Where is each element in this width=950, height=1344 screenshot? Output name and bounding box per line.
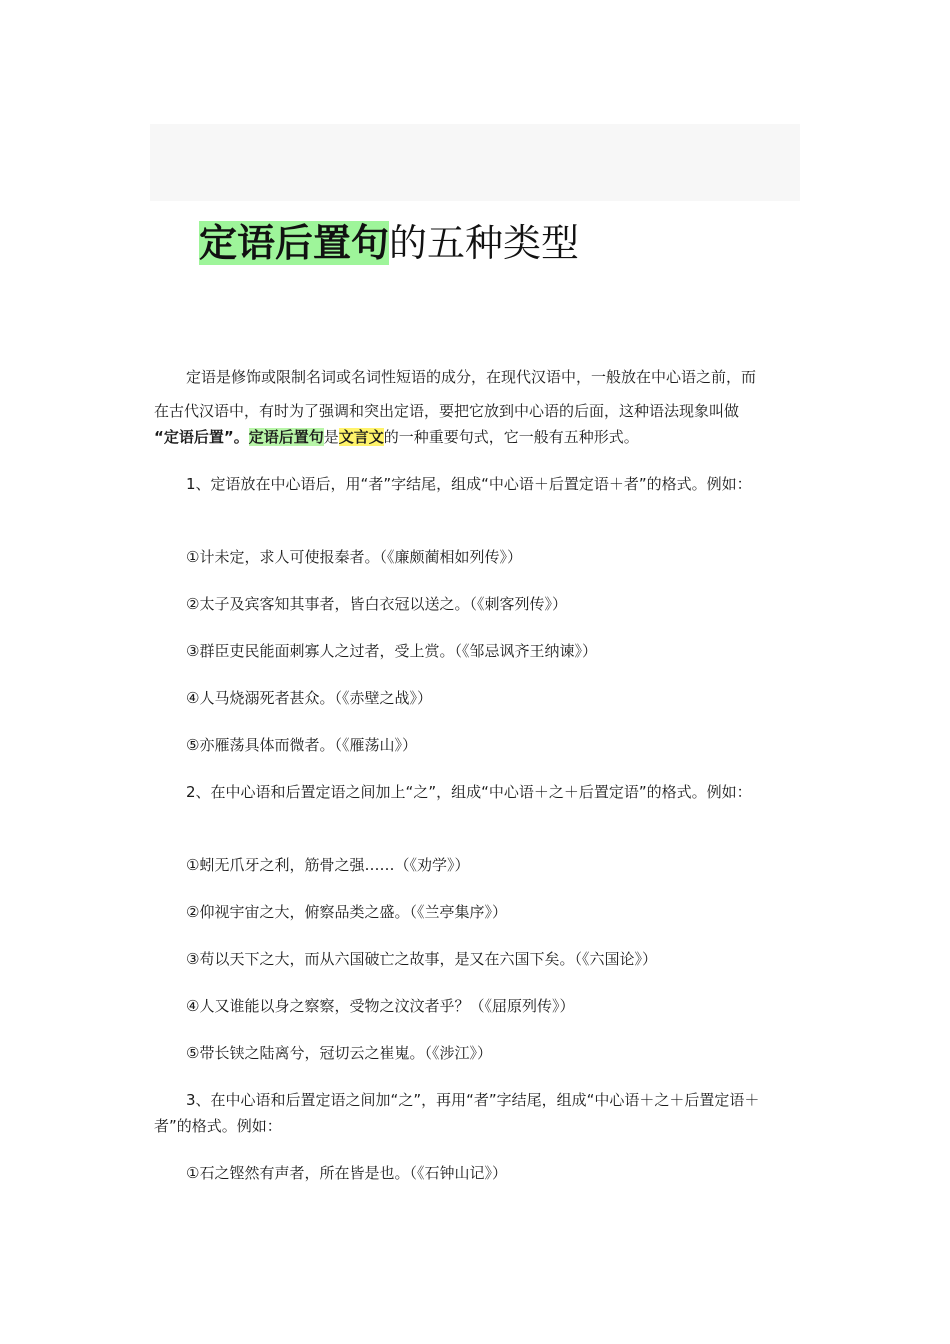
example-2-5: ⑤带长铗之陆离兮，冠切云之崔嵬。（《涉江》）: [186, 1044, 492, 1062]
page-title: [199, 214, 579, 272]
section-heading-3: 3、在中心语和后置定语之间加“之”，再用“者”字结尾，组成“中心语＋之＋后置定语＋者”的格式。例如：: [154, 1091, 760, 1135]
example-2-2: ②仰视宇宙之大，俯察品类之盛。（《兰亭集序》）: [186, 903, 507, 921]
intro-mid: 是: [323, 428, 339, 446]
header-band: [150, 124, 800, 201]
section-heading-1: 1、定语放在中心语后，用“者”字结尾，组成“中心语＋后置定语＋者”的格式。例如：: [186, 475, 752, 493]
intro-term: 定语后置句: [248, 428, 324, 446]
intro-line-1: 定语是修饰或限制名词或名词性短语的成分，在现代汉语中，一般放在中心语之前，而: [186, 368, 757, 386]
intro-term-2: 文言文: [338, 428, 384, 446]
example-1-4: ④人马烧溺死者甚众。（《赤壁之战》）: [186, 689, 432, 707]
title-highlight: 定语后置句: [199, 221, 390, 265]
example-1-1: ①计未定，求人可使报秦者。（《廉颇蔺相如列传》）: [186, 548, 522, 566]
intro-line-2: 在古代汉语中，有时为了强调和突出定语，要把它放到中心语的后面，这种语法现象叫做: [154, 402, 740, 420]
intro-line-3: [154, 424, 639, 450]
section-heading-2: 2、在中心语和后置定语之间加上“之”，组成“中心语＋之＋后置定语”的格式。例如：: [186, 783, 752, 801]
example-2-3: ③苟以天下之大，而从六国破亡之故事，是又在六国下矣。（《六国论》）: [186, 950, 657, 968]
example-1-2: ②太子及宾客知其事者，皆白衣冠以送之。（《刺客列传》）: [186, 595, 567, 613]
title-rest: 的五种类型: [389, 221, 580, 265]
intro-quote: “定语后置”。: [154, 428, 249, 446]
example-1-3: ③群臣吏民能面刺寡人之过者，受上赏。（《邹忌讽齐王纳谏》）: [186, 642, 597, 660]
intro-post: 的一种重要句式，它一般有五种形式。: [383, 428, 639, 446]
example-1-5: ⑤亦雁荡具体而微者。（《雁荡山》）: [186, 736, 417, 754]
example-2-4: ④人又谁能以身之察察，受物之汶汶者乎？（《屈原列传》）: [186, 997, 575, 1015]
example-3-1: ①石之铿然有声者，所在皆是也。（《石钟山记》）: [186, 1164, 507, 1182]
example-2-1: ①蚓无爪牙之利，筋骨之强……（《劝学》）: [186, 856, 470, 874]
